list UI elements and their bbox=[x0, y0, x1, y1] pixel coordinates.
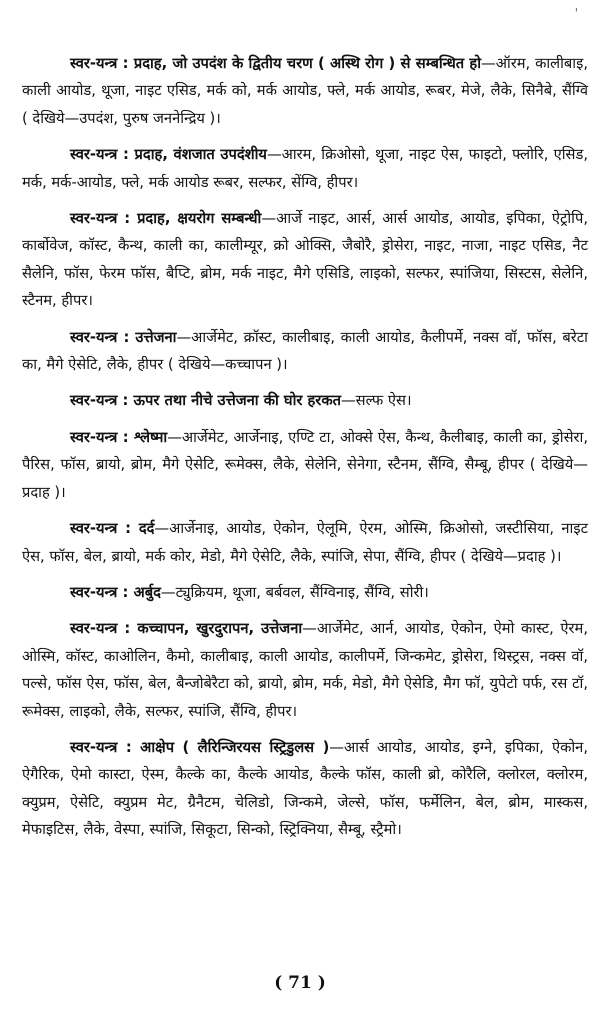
paragraph-heading: स्वर-यन्त्र : अर्बुद bbox=[70, 583, 161, 601]
paragraph-heading: स्वर-यन्त्र : उत्तेजना bbox=[70, 328, 177, 346]
paragraph-tubercular bbox=[22, 205, 588, 315]
paragraph-body: —सल्फ ऐस। bbox=[340, 392, 412, 410]
paragraph-heading: स्वर-यन्त्र : श्लेष्मा bbox=[70, 428, 168, 446]
paragraph-heading: स्वर-यन्त्र : कच्चापन, खुरदुरापन, उत्तेजना bbox=[70, 620, 303, 638]
paragraph-heading: स्वर-यन्त्र : आक्षेप ( लैरिन्जिरयस स्ट्रिडुलस ) bbox=[70, 738, 330, 756]
paragraph-body: —ट्युक्रियम, थूजा, बर्बवल, सैंग्विनाइ, सैंग्वि, सोरी। bbox=[160, 583, 429, 601]
paragraph-irritation bbox=[22, 324, 588, 379]
paragraph-mucus bbox=[22, 424, 588, 506]
paragraph-hereditary-syphilitic bbox=[22, 141, 588, 196]
paragraph-body: —आर्जे नाइट, आर्स, आर्स आयोड, आयोड, इपिका, ऐट्रोपि, कार्बोवेज, कॉस्ट, कैन्थ, काली का, कालीम्यूर, क्रो ओक्सि, जैबोरै, ड्रोसेरा, नाइट, नाजा, नाइट एसिड, नैट सैलेनि, फॉस, फेरम फॉस, बैप्टि, ब्रोम, मर्क नाइट, मैगे एसिडि, लाइको, सल्फर, स्पांजिया, सिस्टस, सेलेनि, स्टैनम, हीपर। bbox=[22, 210, 588, 310]
paragraph-heading: स्वर-यन्त्र : ऊपर तथा नीचे उत्तेजना की घोर हरकत bbox=[70, 392, 341, 410]
paragraph-body: —आर्जेमेट, आर्न, आयोड, ऐकोन, ऐमो कास्ट, ऐरम, ओस्मि, कॉस्ट, काओलिन, कैमो, कालीबाइ, काली आयोड, कालीपर्मे, जिन्कमेट, ड्रोसेरा, थिस्ट्रस, नक्स वॉ, पल्से, फॉस ऐस, फॉस, बेल, बैन्जोबेरैटा को, ब्रायो, ब्रोम, मर्क, मेडो, मैगे ऐसेडि, मैग फॉ, युपेटो पर्फ, रस टॉ, रूमेक्स, लाइको, लैके, सल्फर, स्पांजि, सैंग्वि, हीपर। bbox=[22, 620, 588, 720]
paragraph-irritation-up-down bbox=[22, 387, 588, 414]
paragraph-body: —आर्जेमेट, क्रॉस्ट, कालीबाइ, काली आयोड, कैलीपर्मे, नक्स वॉ, फॉस, बरेटा का, मैगे ऐसेटि, लैके, हीपर ( देखिये—कच्चापन )। bbox=[22, 328, 588, 374]
paragraph-body: —आर्जेनाइ, आयोड, ऐकोन, ऐलूमि, ऐरम, ओस्मि, क्रिओसो, जस्टीसिया, नाइट ऐस, फॉस, बेल, ब्रायो, मर्क कोर, मेडो, मैगे ऐसेटि, लैके, स्पांजि, सेपा, सैंग्वि, हीपर ( देखिये—प्रदाह )। bbox=[22, 520, 588, 565]
paragraph-body: —आर्स आयोड, आयोड, इग्ने, इपिका, ऐकोन, ऐगैरिक, ऐमो कास्टा, ऐस्म, कैल्के का, कैल्के आयोड, कैल्के फॉस, काली ब्रो, कोरैलि, क्लोरल, क्लोरम, क्युप्रम, ऐसेटि, क्युप्रम मेट, ग्रैनैटम, चेलिडो, जिन्कमे, जेल्से, फॉस, फर्मेलिन, बेल, ब्रोम, मास्कस, मेफाइटिस, लैके, वेस्पा, स्पांजि, सिकूटा, सिन्को, स्ट्रिक्निया, सैम्बू, स्ट्रैमो। bbox=[22, 738, 588, 839]
paragraph-body: —ऑरम, कालीबाइ, काली आयोड, थूजा, नाइट एसिड, मर्क को, मर्क आयोड, फ्ले, मर्क आयोड, रूबर, मेजे, लैके, सिनैबे, सैंग्वि ( देखिये—उपदंश, पुरुष जननेन्द्रिय )। bbox=[22, 55, 588, 127]
paragraph-heading: स्वर-यन्त्र : प्रदाह, जो उपदंश के द्वितीय चरण ( अस्थि रोग ) से सम्बन्धित हो bbox=[70, 55, 482, 72]
paragraph-heading: स्वर-यन्त्र : प्रदाह, वंशजात उपदंशीय bbox=[70, 146, 267, 164]
paragraph-syphilitic-inflammation bbox=[22, 50, 588, 132]
corner-mark: ' bbox=[574, 6, 578, 20]
page-number: ( 71 ) bbox=[274, 973, 326, 993]
paragraph-pain bbox=[22, 515, 588, 570]
paragraph-body: —आरम, क्रिओसो, थूजा, नाइट ऐस, फाइटो, फ्लोरि, एसिड, मर्क, मर्क-आयोड, फ्ले, मर्क आयोड रूबर, सल्फर, सेंग्वि, हीपर। bbox=[22, 146, 588, 191]
paragraph-body: —आर्जेमेट, आर्जेनाइ, एण्टि टा, ओक्से ऐस, कैन्थ, कैलीबाइ, काली का, ड्रोसेरा, पैरिस, फॉस, ब्रायो, ब्रोम, मैगे ऐसेटि, रूमेक्स, लैके, सेलेनि, सेनेगा, स्टैनम, सैंग्वि, सैम्बू, हीपर ( देखिये—प्रदाह )। bbox=[22, 428, 588, 501]
paragraph-heading: स्वर-यन्त्र : प्रदाह, क्षयरोग सम्बन्धी bbox=[70, 210, 262, 228]
paragraph-tumor bbox=[22, 579, 588, 606]
paragraph-spasm bbox=[22, 734, 588, 844]
paragraph-rawness bbox=[22, 615, 588, 725]
page-content bbox=[22, 50, 588, 853]
paragraph-heading: स्वर-यन्त्र : दर्द bbox=[70, 520, 155, 538]
